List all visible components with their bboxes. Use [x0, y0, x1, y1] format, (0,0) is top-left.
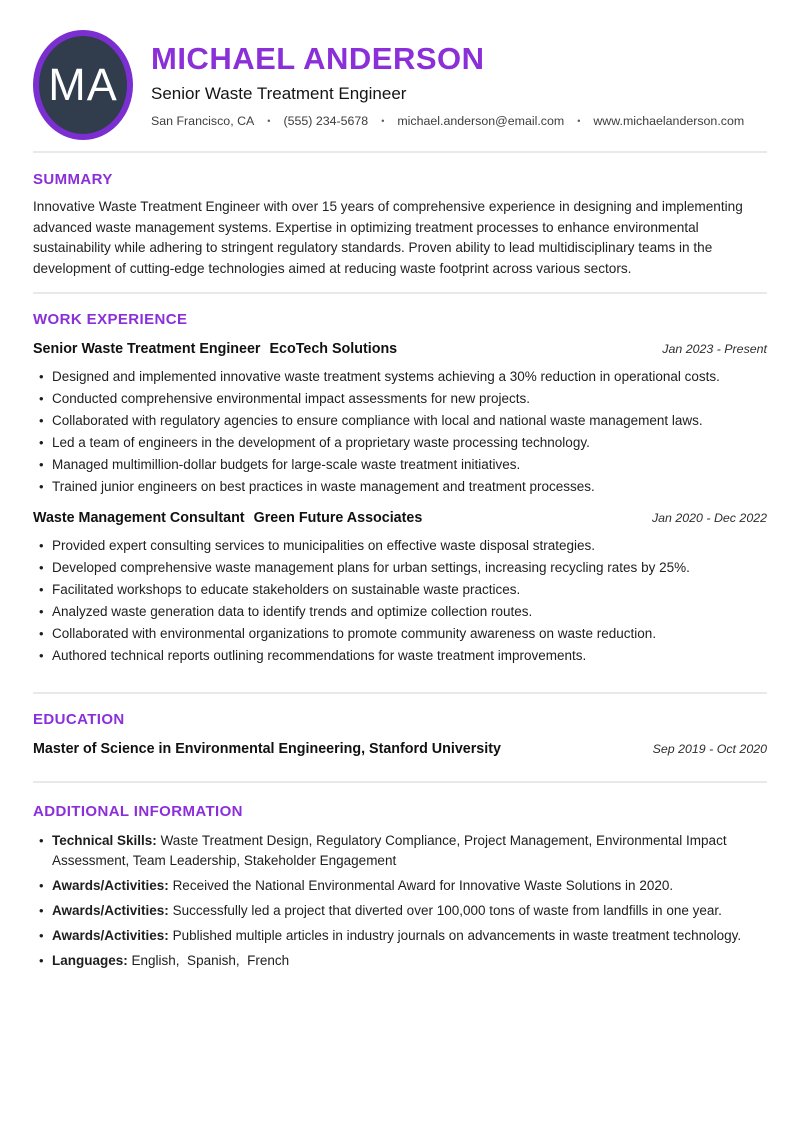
info-text: Waste Treatment Design, Regulatory Compliance, Project Management, Environmental Impact Assessment, Team Leadership, Stakeholder Engagement [52, 833, 730, 868]
section-divider [33, 781, 767, 783]
info-label: Languages: [52, 952, 128, 968]
additional-info-list [33, 831, 767, 970]
job-bullet: • Collaborated with environmental organizations to promote community awareness on waste reduction. [33, 624, 767, 644]
job-dates: Jan 2020 - Dec 2022 [651, 511, 767, 526]
contact-location: San Francisco, CA [151, 114, 255, 128]
summary-section [33, 171, 767, 279]
candidate-role: Senior Waste Treatment Engineer [151, 84, 407, 103]
info-label: Awards/Activities: [52, 927, 169, 943]
section-divider [33, 292, 767, 294]
contact-email: michael.anderson@email.com [397, 114, 565, 128]
additional-info-item [33, 831, 767, 870]
job-bullet: • Provided expert consulting services to municipalities on effective waste disposal strategies. [33, 536, 767, 556]
job-title-line [33, 341, 397, 358]
section-divider [33, 151, 767, 153]
education-dates: Sep 2019 - Oct 2020 [652, 742, 767, 757]
job-bullet-list [33, 536, 767, 666]
contact-phone: (555) 234-5678 [283, 114, 369, 128]
additional-info-item [33, 876, 767, 896]
candidate-name: MICHAEL ANDERSON [151, 41, 485, 76]
avatar-initials: MA [48, 59, 118, 110]
job-bullet: • Conducted comprehensive environmental impact assessments for new projects. [33, 389, 767, 409]
work-experience-section [33, 311, 767, 666]
job-entry [33, 341, 767, 497]
summary-text: Innovative Waste Treatment Engineer with over 15 years of comprehensive experience in designing and implementing advanced waste management systems. Expertise in optimizing treatment processes to enhance environmental sustainability while adhering to stringent regulatory standards. Proven ability to lead multidisciplinary teams in the development of cutting-edge technologies aimed at reducing waste footprint across various sectors. [33, 199, 743, 276]
bullet-separator-icon: • [577, 116, 581, 126]
job-title: Waste Management Consultant [33, 510, 245, 527]
info-text: Successfully led a project that diverted over 100,000 tons of waste from landfills in one year. [172, 902, 722, 918]
info-label: Awards/Activities: [52, 877, 169, 893]
job-bullet: • Led a team of engineers in the development of a proprietary waste processing technology. [33, 433, 767, 453]
job-bullet: • Trained junior engineers on best practices in waste management and treatment processes. [33, 477, 767, 497]
job-title-line [33, 510, 422, 527]
job-dates: Jan 2023 - Present [662, 342, 767, 357]
job-entry [33, 510, 767, 666]
section-divider [33, 692, 767, 694]
job-bullet: • Collaborated with regulatory agencies to ensure compliance with local and national waste management laws. [33, 411, 767, 431]
info-text: English, Spanish, French [131, 952, 290, 968]
education-degree: Master of Science in Environmental Engineering, Stanford University [33, 741, 501, 758]
additional-info-item [33, 951, 767, 971]
contact-line [151, 114, 744, 129]
contact-website: www.michaelanderson.com [593, 114, 745, 128]
job-bullet: • Developed comprehensive waste management plans for urban settings, increasing recycling rates by 25%. [33, 558, 767, 578]
header-text [151, 30, 744, 129]
additional-info-item [33, 901, 767, 921]
education-section [33, 711, 767, 758]
job-header [33, 510, 767, 527]
info-text: Received the National Environmental Award for Innovative Waste Solutions in 2020. [172, 877, 674, 893]
summary-heading: SUMMARY [33, 171, 113, 188]
education-heading: EDUCATION [33, 711, 125, 729]
job-bullet: • Managed multimillion-dollar budgets for large-scale waste treatment initiatives. [33, 455, 767, 475]
work-experience-heading: WORK EXPERIENCE [33, 311, 188, 329]
bullet-separator-icon: • [267, 116, 271, 126]
additional-info-section [33, 803, 767, 970]
job-header [33, 341, 767, 358]
job-bullet: • Analyzed waste generation data to identify trends and optimize collection routes. [33, 602, 767, 622]
info-label: Awards/Activities: [52, 902, 169, 918]
bullet-separator-icon: • [381, 116, 385, 126]
job-company: Green Future Associates [253, 510, 423, 527]
info-text: Published multiple articles in industry journals on advancements in waste treatment technology. [172, 927, 742, 943]
job-bullet: • Authored technical reports outlining recommendations for waste treatment improvements. [33, 646, 767, 666]
job-title: Senior Waste Treatment Engineer [33, 341, 261, 358]
avatar [33, 30, 133, 140]
job-company: EcoTech Solutions [269, 341, 398, 358]
additional-info-item [33, 926, 767, 946]
education-entry [33, 741, 767, 758]
resume-header [33, 30, 767, 140]
additional-info-heading: ADDITIONAL INFORMATION [33, 803, 243, 821]
job-bullet-list [33, 367, 767, 497]
info-label: Technical Skills: [52, 833, 157, 849]
job-bullet: • Designed and implemented innovative waste treatment systems achieving a 30% reduction in operational costs. [33, 367, 767, 387]
job-bullet: • Facilitated workshops to educate stakeholders on sustainable waste practices. [33, 580, 767, 600]
